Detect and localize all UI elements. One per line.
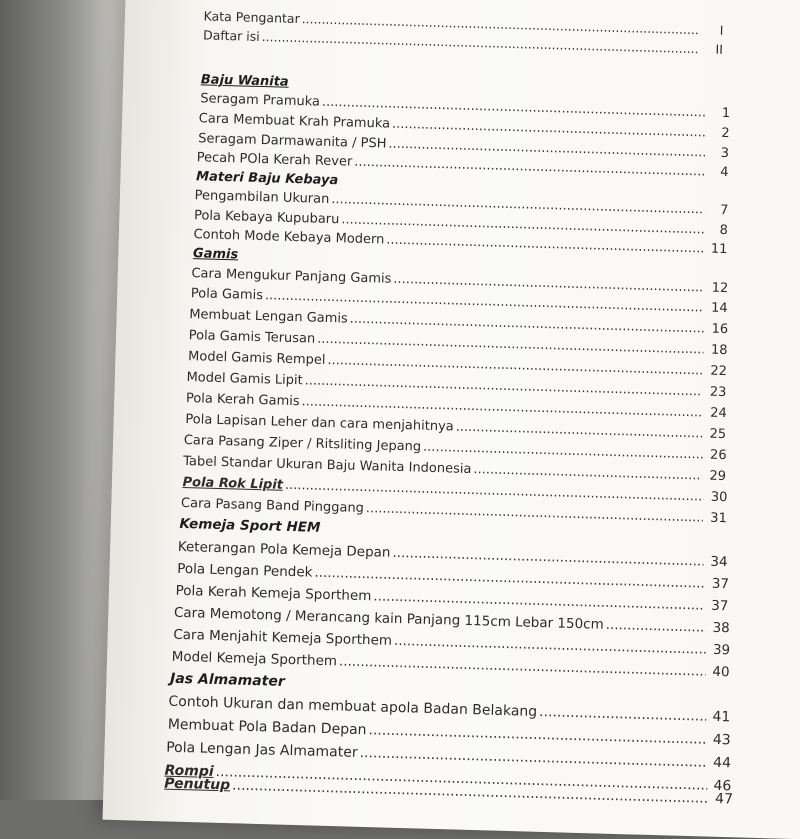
toc-entry-page: 43	[712, 731, 731, 749]
section-heading: Rompi	[164, 762, 214, 780]
leader-dots	[359, 745, 707, 771]
toc-entry-label: Cara Pasang Ziper / Ritsliting Jepang	[183, 432, 422, 455]
toc-entry-label: Contoh Ukuran dan membuat apola Badan Belakang	[168, 693, 538, 720]
toc-entry-page: 30	[710, 489, 728, 506]
toc-entry-page: 22	[710, 363, 728, 380]
toc-entry-label: Membuat Pola Badan Depan	[167, 716, 367, 739]
toc-entry-page: 11	[710, 241, 728, 258]
leader-dots	[539, 704, 707, 725]
section-heading: Pola Rok Lipit	[182, 474, 284, 493]
toc-entry-page: 16	[711, 321, 729, 338]
toc-entry-label: Pecah POla Kerah Rever	[196, 150, 353, 170]
toc-entry-page: 8	[719, 222, 729, 239]
toc-entry-label: Pola Kerah Kemeja Sporthem	[175, 582, 372, 605]
leader-dots	[606, 617, 706, 636]
toc-entry-page: II	[715, 41, 724, 57]
toc-entry-label: Pola Gamis	[190, 286, 264, 304]
leader-dots	[394, 633, 707, 658]
toc-entry-page: 3	[720, 145, 730, 162]
toc-entry-page: 47	[714, 790, 734, 808]
leader-dots	[393, 272, 704, 296]
leader-dots	[392, 545, 704, 570]
toc-entry-page: 23	[709, 384, 727, 401]
leader-dots	[373, 588, 704, 613]
toc-entry-label: Pola Lapisan Leher dan cara menjahitnya	[185, 412, 454, 435]
leader-dots	[392, 117, 706, 141]
toc-entry-label: Cara Mengukur Panjang Gamis	[191, 266, 392, 287]
toc-entry-label: Daftar isi	[202, 27, 260, 44]
toc-entry-label: Seragam Darmawanita / PSH	[198, 131, 387, 152]
toc-entry-label: Pola Lengan Jas Almamater	[165, 739, 358, 761]
toc-entry-page: I	[719, 22, 724, 38]
leader-dots	[423, 440, 703, 463]
toc-entry-label: Pola Kebaya Kupubaru	[193, 208, 340, 228]
leader-dots	[386, 233, 703, 257]
toc-entry-label: Pola Gamis Terusan	[188, 328, 316, 347]
leader-dots	[339, 653, 706, 679]
section-heading: Penutup	[163, 775, 231, 794]
toc-entry-page: 25	[709, 426, 727, 443]
toc-entry-page: 18	[710, 342, 728, 359]
toc-entry-page: 46	[713, 777, 732, 795]
leader-dots	[366, 501, 703, 525]
toc-entry-page: 38	[712, 619, 730, 637]
toc-entry-page: 44	[712, 754, 732, 772]
toc-entry-page: 7	[719, 202, 729, 219]
section-heading: Gamis	[192, 246, 239, 263]
toc-entry-label: Pola Kerah Gamis	[185, 391, 300, 410]
toc-entry-label: Cara Memotong / Merancang kain Panjang 115cm Lebar 150cm	[173, 604, 604, 633]
toc-entry-page: 37	[710, 597, 729, 615]
leader-dots	[473, 462, 702, 483]
toc-entry-label: Cara Menjahit Kemeja Sporthem	[173, 626, 393, 649]
toc-entry-label: Cara Pasang Band Pinggang	[180, 495, 365, 517]
toc-entry-label: Seragam Pramuka	[200, 91, 321, 110]
leader-dots	[350, 312, 705, 337]
toc-entry-page: 24	[709, 405, 727, 422]
leader-dots	[368, 722, 707, 747]
toc-entry-page: 39	[712, 641, 731, 659]
section-heading: Materi Baju Kebaya	[195, 169, 339, 189]
toc-entry-label: Pola Lengan Pendek	[176, 560, 313, 581]
toc-entry-label: Pengambilan Ukuran	[194, 188, 330, 207]
section-heading: Kemeja Sport HEM	[179, 515, 321, 536]
toc-entry-label: Model Gamis Lipit	[186, 370, 303, 389]
section-heading: Jas Almamater	[169, 670, 285, 690]
toc-entry-page: 12	[711, 280, 729, 297]
toc-entry-page: 14	[710, 300, 728, 317]
toc-entry-label: Tabel Standar Ukuran Baju Wanita Indonesia	[182, 453, 472, 478]
toc-entry-page: 34	[710, 553, 728, 571]
toc-entry-label: Cara Membuat Krah Pramuka	[198, 111, 391, 132]
toc-entry-page: 40	[712, 663, 730, 681]
toc-entry-page: 29	[709, 468, 727, 485]
toc-entry-page: 4	[719, 164, 729, 181]
toc-entry-label: Kata Pengantar	[203, 8, 300, 27]
toc-entry-label: Keterangan Pola Kemeja Depan	[177, 538, 391, 561]
toc-entry-page: 37	[711, 575, 730, 593]
toc-entry-label: Model Gamis Rempel	[187, 349, 326, 368]
toc-entry-page: 31	[710, 510, 728, 527]
toc-entry-page: 41	[712, 708, 731, 726]
leader-dots	[455, 420, 702, 442]
toc-entry-page: 1	[721, 105, 731, 122]
toc-entry-label: Membuat Lengan Gamis	[189, 307, 348, 327]
toc-entry-page: 26	[709, 447, 727, 464]
toc-entry-page: 2	[721, 125, 730, 142]
toc-entry-label: Contoh Mode Kebaya Modern	[193, 227, 385, 248]
section-heading: Baju Wanita	[200, 72, 289, 90]
toc-entry-label: Model Kemeja Sporthem	[171, 648, 338, 670]
